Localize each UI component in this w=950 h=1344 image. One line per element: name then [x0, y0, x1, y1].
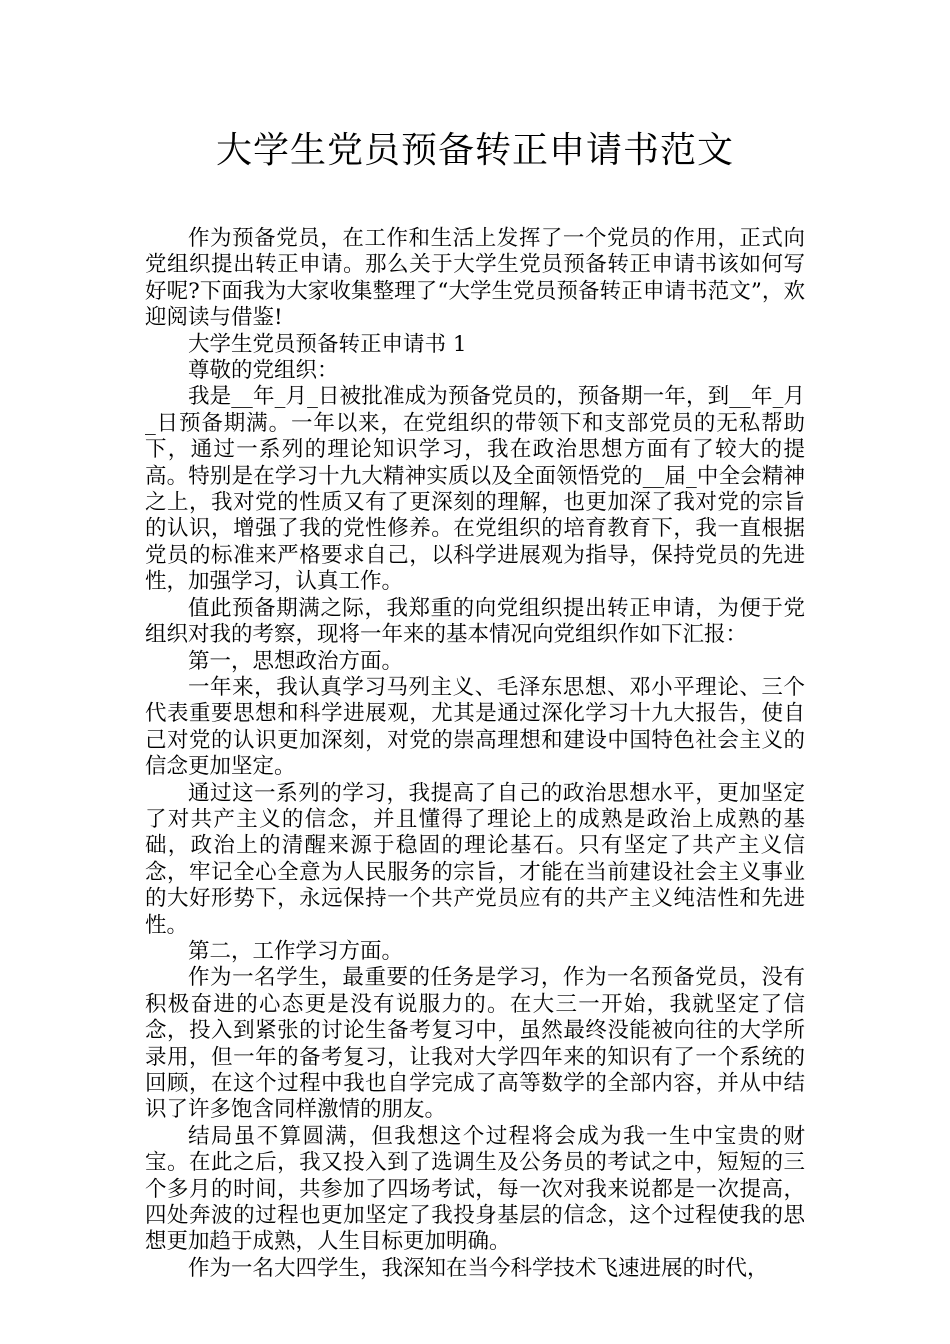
body-paragraph: 通过这一系列的学习，我提高了自己的政治思想水平，更加坚定了对共产主义的信念，并且懂得了理论上的成熟是政治上成熟的基础，政治上的清醒来源于稳固的理论基石。只有坚定了共产主义信念，牢记全心全意为人民服务的宗旨，才能在当前建设社会主义事业的大好形势下，永远保持一个共产党员应有的共产主义纯洁性和先进性。: [145, 780, 805, 938]
body-paragraph: 结局虽不算圆满，但我想这个过程将会成为我一生中宝贵的财宝。在此之后，我又投入到了选调生及公务员的考试之中，短短的三个多月的时间，共参加了四场考试，每一次对我来说都是一次提高，四处奔波的过程也更加坚定了我投身基层的信念，这个过程使我的思想更加趋于成熟，人生目标更加明确。: [145, 1123, 805, 1255]
subsection-heading: 第二，工作学习方面。: [188, 938, 404, 964]
body-paragraph: 作为一名学生，最重要的任务是学习，作为一名预备党员，没有积极奋进的心态更是没有说服力的。在大三一开始，我就坚定了信念，投入到紧张的讨论生备考复习中，虽然最终没能被向往的大学所录用，但一年的备考复习，让我对大学四年来的知识有了一个系统的回顾，在这个过程中我也自学完成了高等数学的全部内容，并从中结识了许多饱含同样激情的朋友。: [145, 965, 805, 1123]
body-paragraph: 值此预备期满之际，我郑重的向党组织提出转正申请，为便于党组织对我的考察，现将一年来的基本情况向党组织作如下汇报：: [145, 595, 805, 648]
subsection-heading: 第一，思想政治方面。: [188, 648, 404, 674]
body-paragraph: 一年来，我认真学习马列主义、毛泽东思想、邓小平理论、三个代表重要思想和科学进展观，尤其是通过深化学习十九大报告，使自己对党的认识更加深刻，对党的崇高理想和建设中国特色社会主义的信念更加坚定。: [145, 674, 805, 780]
document-title: 大学生党员预备转正申请书范文: [215, 130, 734, 171]
body-paragraph: 作为一名大四学生，我深知在当今科学技术飞速进展的时代，: [188, 1255, 769, 1281]
section-heading: 大学生党员预备转正申请书 1: [188, 331, 467, 357]
salutation: 尊敬的党组织：: [188, 358, 339, 384]
body-paragraph: 我是__年_月_日被批准成为预备党员的，预备期一年，到__年_月_日预备期满。一年以来，在党组织的带领下和支部党员的无私帮助下，通过一系列的理论知识学习，我在政治思想方面有了较大的提高。特别是在学习十九大精神实质以及全面领悟党的__届_中全会精神之上，我对党的性质又有了更深刻的理解，也更加深了我对党的宗旨的认识，增强了我的党性修养。在党组织的培育教育下，我一直根据党员的标准来严格要求自己，以科学进展观为指导，保持党员的先进性，加强学习，认真工作。: [145, 384, 805, 595]
document-body: [145, 226, 805, 1282]
intro-paragraph: 作为预备党员，在工作和生活上发挥了一个党员的作用，正式向党组织提出转正申请。那么关于大学生党员预备转正申请书该如何写好呢?下面我为大家收集整理了“大学生党员预备转正申请书范文”，欢迎阅读与借鉴!: [145, 226, 805, 331]
